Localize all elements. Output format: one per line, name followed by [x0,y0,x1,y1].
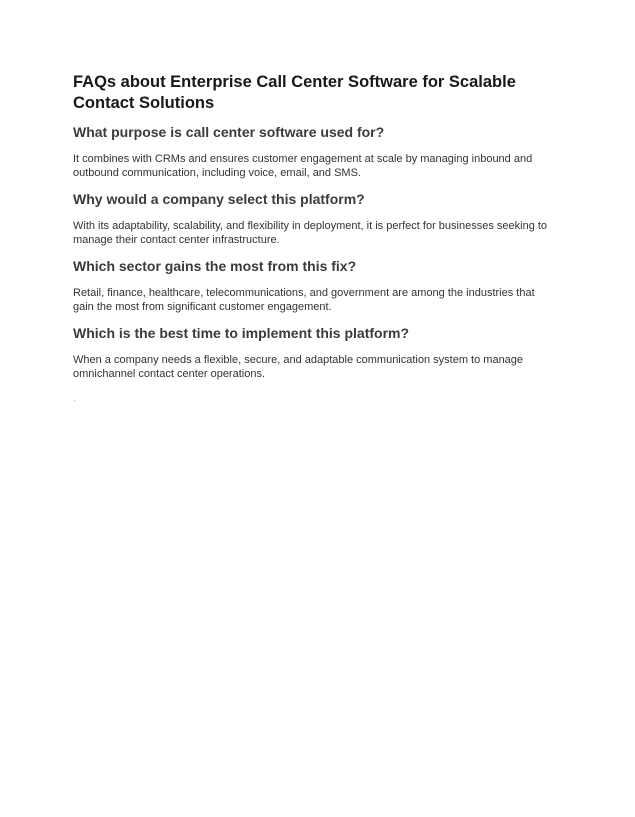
trailing-period: . [73,392,77,404]
faq-question: Which is the best time to implement this platform? [73,325,410,341]
faq-section [73,257,551,314]
faq-question: Why would a company select this platform? [73,191,365,207]
faq-answer: When a company needs a flexible, secure, and adaptable communication system to manage omnichannel contact center operations. [73,354,524,380]
faq-question: Which sector gains the most from this fix? [73,258,357,274]
faq-section [73,190,551,247]
faq-answer: It combines with CRMs and ensures customer engagement at scale by managing inbound and outbound communication, including voice, email, and SMS. [73,153,533,179]
document-title: FAQs about Enterprise Call Center Software for Scalable Contact Solutions [73,73,516,112]
faq-answer: With its adaptability, scalability, and flexibility in deployment, it is perfect for businesses seeking to manage their contact center infrastructure. [73,220,548,246]
faq-section [73,123,551,180]
faq-answer: Retail, finance, healthcare, telecommunications, and government are among the industries that gain the most from significant customer engagement. [73,287,535,313]
faq-section [73,324,551,381]
faq-question: What purpose is call center software used for? [73,124,385,140]
